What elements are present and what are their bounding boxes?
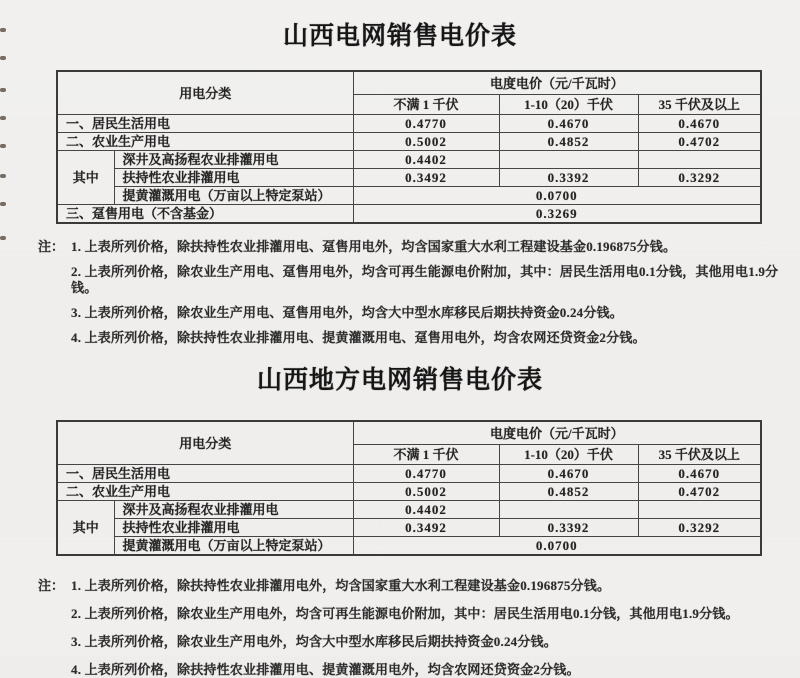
col-header-classification: 用电分类 <box>57 421 353 465</box>
price-cell: 0.5002 <box>353 133 499 151</box>
row-label: 二、农业生产用电 <box>57 133 353 151</box>
price-cell: 0.4852 <box>499 133 638 151</box>
page-title-main-grid: 山西电网销售电价表 <box>282 23 517 50</box>
row-label: 提黄灌溉用电（万亩以上特定泵站） <box>114 537 353 556</box>
price-cell: 0.3492 <box>353 519 499 537</box>
note-item: 4. 上表所列价格，除扶持性农业排灌用电、提黄灌溉用电外，均含农网还贷资金2分钱。 <box>71 662 580 677</box>
price-cell: 0.4670 <box>499 115 638 133</box>
price-cell: 0.3292 <box>638 169 761 187</box>
row-label: 二、农业生产用电 <box>57 483 353 501</box>
notes-local-grid <box>38 578 791 678</box>
scan-artifact <box>0 88 6 92</box>
col-header-1-10kv: 1-10（20）千伏 <box>499 95 638 115</box>
price-cell: 0.4670 <box>638 465 761 483</box>
scan-artifact <box>0 236 6 240</box>
col-header-35kv-above: 35 千伏及以上 <box>638 95 761 115</box>
row-supportive <box>57 519 761 537</box>
notes-label: 注： <box>38 578 65 593</box>
row-label: 扶持性农业排灌用电 <box>114 519 353 537</box>
row-deep-well <box>57 501 761 519</box>
col-header-under-1kv: 不满 1 千伏 <box>353 445 499 465</box>
row-label: 三、趸售用电（不含基金） <box>57 205 353 224</box>
price-cell: 0.3292 <box>638 519 761 537</box>
price-cell-merged: 0.0700 <box>353 187 761 205</box>
row-yellow-lift <box>57 187 761 205</box>
col-header-classification: 用电分类 <box>57 71 353 115</box>
notes-label: 注： <box>38 239 65 254</box>
note-item: 3. 上表所列价格，除农业生产用电、趸售用电外，均含大中型水库移民后期扶持资金0.24分钱。 <box>71 305 623 320</box>
note-item: 4. 上表所列价格，除扶持性农业排灌用电、提黄灌溉用电、趸售用电外，均含农网还贷资金2分钱。 <box>71 330 646 345</box>
row-residential <box>57 465 761 483</box>
scan-artifact <box>0 56 6 60</box>
price-cell: 0.4670 <box>638 115 761 133</box>
note-item: 3. 上表所列价格，除农业生产用电外，均含大中型水库移民后期扶持资金0.24分钱。 <box>71 634 557 649</box>
price-cell: 0.5002 <box>353 483 499 501</box>
price-cell: 0.4670 <box>499 465 638 483</box>
price-cell: 0.3492 <box>353 169 499 187</box>
notes-main-grid <box>38 239 791 346</box>
scan-artifact <box>0 116 6 120</box>
note-item: 1. 上表所列价格，除扶持性农业排灌用电外，均含国家重大水利工程建设基金0.196875分钱。 <box>71 578 611 593</box>
price-cell: 0.4402 <box>353 501 499 519</box>
col-header-35kv-above: 35 千伏及以上 <box>638 445 761 465</box>
row-label: 深井及高扬程农业排灌用电 <box>114 501 353 519</box>
row-agriculture <box>57 133 761 151</box>
price-cell-empty <box>499 151 638 169</box>
row-deep-well <box>57 151 761 169</box>
col-header-1-10kv: 1-10（20）千伏 <box>499 445 638 465</box>
col-header-price-group: 电度电价（元/千瓦时） <box>353 71 761 95</box>
header-row-1 <box>57 71 761 95</box>
scan-artifact <box>0 202 6 206</box>
col-header-price-group: 电度电价（元/千瓦时） <box>353 421 761 445</box>
page-title-local-grid: 山西地方电网销售电价表 <box>256 367 543 394</box>
row-yellow-lift <box>57 537 761 556</box>
note-item: 1. 上表所列价格，除扶持性农业排灌用电、趸售用电外，均含国家重大水利工程建设基金0.196875分钱。 <box>71 239 677 254</box>
among-which-cell: 其中 <box>57 151 114 205</box>
among-which-cell: 其中 <box>57 501 114 556</box>
price-cell: 0.4402 <box>353 151 499 169</box>
price-cell-merged: 0.3269 <box>353 205 761 224</box>
price-cell: 0.3392 <box>499 169 638 187</box>
price-cell: 0.3392 <box>499 519 638 537</box>
row-agriculture <box>57 483 761 501</box>
scan-artifact <box>0 28 6 32</box>
price-cell-merged: 0.0700 <box>353 537 761 556</box>
row-label: 深井及高扬程农业排灌用电 <box>114 151 353 169</box>
price-cell: 0.4702 <box>638 483 761 501</box>
price-cell: 0.4770 <box>353 115 499 133</box>
price-cell: 0.4852 <box>499 483 638 501</box>
price-table-local-grid <box>56 420 762 556</box>
note-item: 2. 上表所列价格，除农业生产用电、趸售用电外，均含可再生能源电价附加，其中：居民生活用电0.1分钱，其他用电1.9分钱。 <box>71 264 779 295</box>
row-label: 一、居民生活用电 <box>57 115 353 133</box>
header-row-1 <box>57 421 761 445</box>
note-item: 2. 上表所列价格，除农业生产用电外，均含可再生能源电价附加，其中：居民生活用电0.1分钱，其他用电1.9分钱。 <box>71 606 739 621</box>
price-cell: 0.4702 <box>638 133 761 151</box>
scan-artifact <box>0 174 6 178</box>
row-residential <box>57 115 761 133</box>
price-cell: 0.4770 <box>353 465 499 483</box>
row-label: 扶持性农业排灌用电 <box>114 169 353 187</box>
row-wholesale <box>57 205 761 224</box>
row-label: 提黄灌溉用电（万亩以上特定泵站） <box>114 187 353 205</box>
price-table-main-grid <box>56 70 762 224</box>
scan-artifact <box>0 144 6 148</box>
price-cell-empty <box>638 151 761 169</box>
row-supportive <box>57 169 761 187</box>
price-cell-empty <box>638 501 761 519</box>
row-label: 一、居民生活用电 <box>57 465 353 483</box>
price-cell-empty <box>499 501 638 519</box>
col-header-under-1kv: 不满 1 千伏 <box>353 95 499 115</box>
